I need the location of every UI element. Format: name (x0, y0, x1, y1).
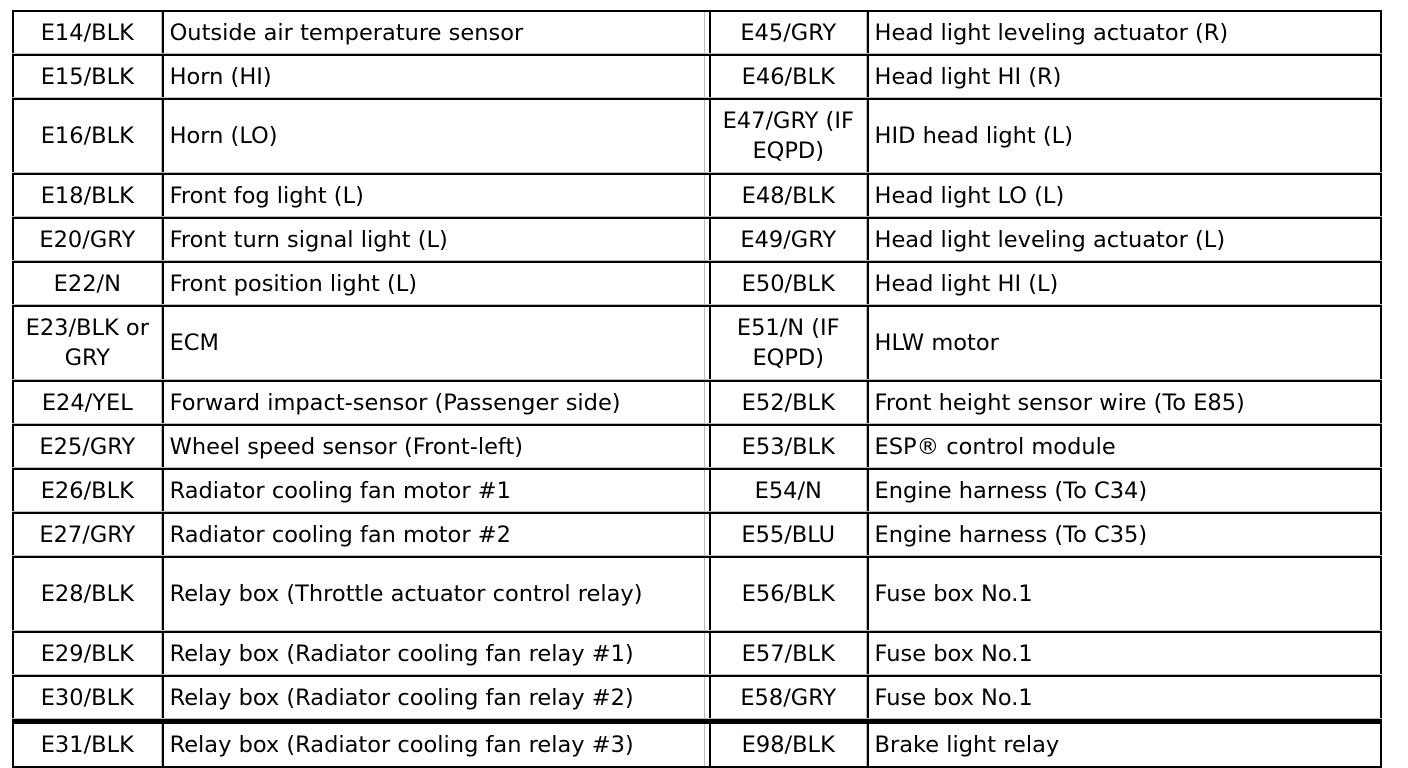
connector-description-cell: Horn (LO) (162, 100, 705, 172)
connector-code-cell: E49/GRY (709, 219, 867, 260)
table-row (12, 512, 1382, 556)
connector-description-cell: Fuse box No.1 (867, 677, 1382, 718)
connector-description-cell: Radiator cooling fan motor #2 (162, 514, 705, 555)
connector-code-cell: E29/BLK (12, 633, 162, 674)
connector-description-cell: Front height sensor wire (To E85) (867, 382, 1382, 423)
connector-code-cell: E30/BLK (12, 677, 162, 718)
connector-description-cell: Head light HI (R) (867, 56, 1382, 97)
connector-description-cell: ECM (162, 307, 705, 379)
connector-description-cell: Head light leveling actuator (R) (867, 12, 1382, 53)
connector-table (12, 10, 1382, 768)
connector-code-cell: E55/BLU (709, 514, 867, 555)
table-row (12, 305, 1382, 380)
table-row (12, 10, 1382, 54)
connector-code-cell: E18/BLK (12, 175, 162, 216)
connector-code-cell: E28/BLK (12, 558, 162, 630)
table-row (12, 424, 1382, 468)
connector-code-cell: E23/BLK or GRY (12, 307, 162, 379)
connector-description-cell: Fuse box No.1 (867, 558, 1382, 630)
connector-code-cell: E51/N (IF EQPD) (709, 307, 867, 379)
table-row (12, 631, 1382, 675)
connector-code-cell: E16/BLK (12, 100, 162, 172)
table-row (12, 719, 1382, 768)
connector-description-cell: ESP® control module (867, 426, 1382, 467)
connector-description-cell: Front fog light (L) (162, 175, 705, 216)
connector-description-cell: Forward impact-sensor (Passenger side) (162, 382, 705, 423)
connector-description-cell: Head light HI (L) (867, 263, 1382, 304)
table-row (12, 380, 1382, 424)
connector-description-cell: Relay box (Radiator cooling fan relay #2) (162, 677, 705, 718)
connector-description-cell: Relay box (Throttle actuator control relay) (162, 558, 705, 630)
table-row (12, 54, 1382, 98)
connector-description-cell: HLW motor (867, 307, 1382, 379)
connector-description-cell: Engine harness (To C35) (867, 514, 1382, 555)
connector-description-cell: Head light LO (L) (867, 175, 1382, 216)
connector-code-cell: E47/GRY (IF EQPD) (709, 100, 867, 172)
connector-description-cell: Radiator cooling fan motor #1 (162, 470, 705, 511)
connector-code-cell: E22/N (12, 263, 162, 304)
table-row (12, 675, 1382, 719)
connector-description-cell: Fuse box No.1 (867, 633, 1382, 674)
connector-code-cell: E98/BLK (709, 724, 867, 766)
connector-code-cell: E56/BLK (709, 558, 867, 630)
connector-code-cell: E57/BLK (709, 633, 867, 674)
connector-description-cell: HID head light (L) (867, 100, 1382, 172)
connector-code-cell: E50/BLK (709, 263, 867, 304)
connector-code-cell: E53/BLK (709, 426, 867, 467)
connector-description-cell: Horn (HI) (162, 56, 705, 97)
connector-description-cell: Brake light relay (867, 724, 1382, 766)
connector-code-cell: E14/BLK (12, 12, 162, 53)
connector-code-cell: E20/GRY (12, 219, 162, 260)
connector-code-cell: E52/BLK (709, 382, 867, 423)
connector-description-cell: Outside air temperature sensor (162, 12, 705, 53)
connector-code-cell: E45/GRY (709, 12, 867, 53)
table-row (12, 98, 1382, 173)
connector-code-cell: E31/BLK (12, 724, 162, 766)
table-row (12, 468, 1382, 512)
connector-code-cell: E25/GRY (12, 426, 162, 467)
connector-code-cell: E48/BLK (709, 175, 867, 216)
connector-description-cell: Relay box (Radiator cooling fan relay #1) (162, 633, 705, 674)
connector-description-cell: Front turn signal light (L) (162, 219, 705, 260)
connector-description-cell: Relay box (Radiator cooling fan relay #3) (162, 724, 705, 766)
table-row (12, 261, 1382, 305)
connector-description-cell: Head light leveling actuator (L) (867, 219, 1382, 260)
connector-code-cell: E26/BLK (12, 470, 162, 511)
connector-description-cell: Engine harness (To C34) (867, 470, 1382, 511)
table-row (12, 173, 1382, 217)
connector-description-cell: Wheel speed sensor (Front-left) (162, 426, 705, 467)
connector-code-cell: E54/N (709, 470, 867, 511)
table-row (12, 556, 1382, 631)
connector-code-cell: E46/BLK (709, 56, 867, 97)
connector-description-cell: Front position light (L) (162, 263, 705, 304)
connector-code-cell: E15/BLK (12, 56, 162, 97)
connector-code-cell: E58/GRY (709, 677, 867, 718)
connector-code-cell: E24/YEL (12, 382, 162, 423)
table-row (12, 217, 1382, 261)
connector-code-cell: E27/GRY (12, 514, 162, 555)
